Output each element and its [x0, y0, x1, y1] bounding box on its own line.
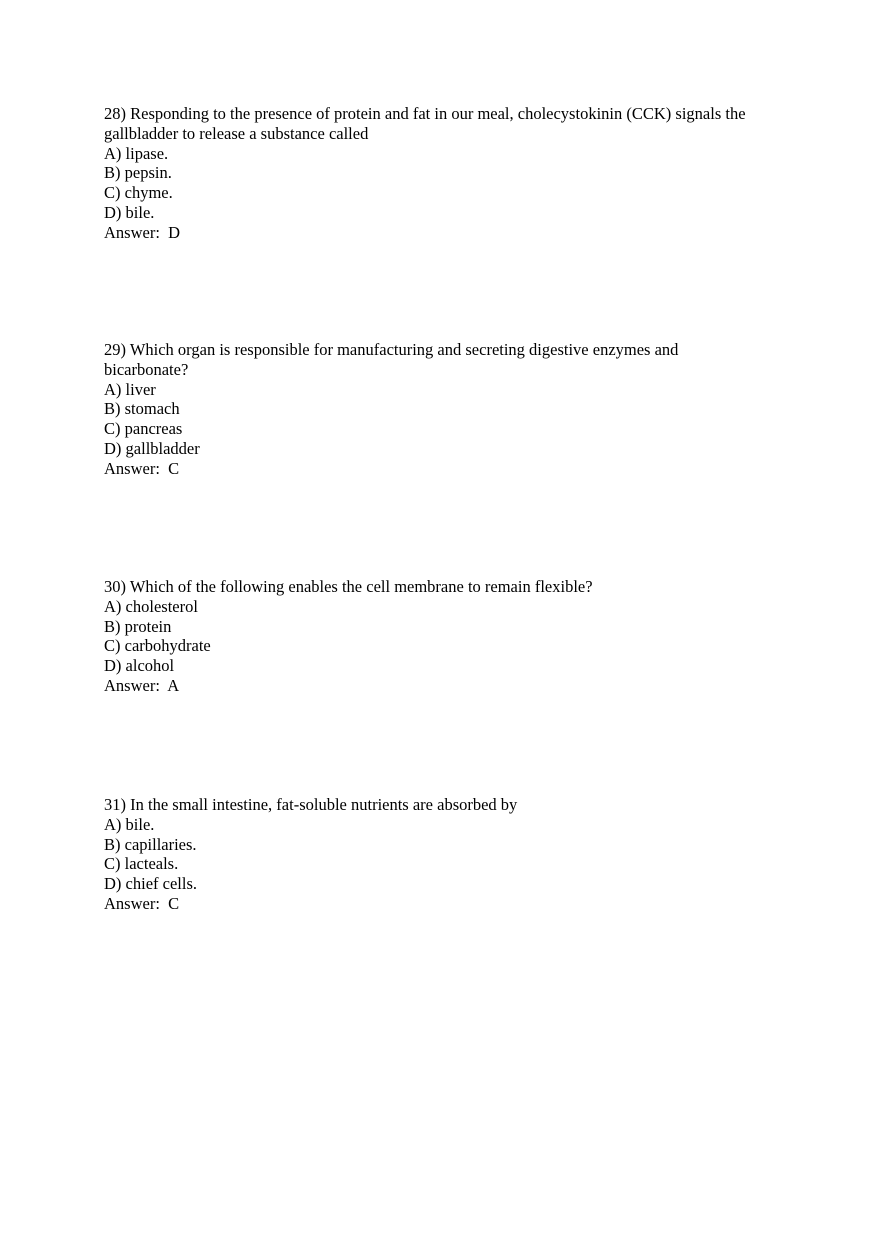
option-a: A) liver [104, 379, 156, 399]
question-31 [104, 795, 794, 914]
option-a: A) lipase. [104, 143, 169, 163]
option-a: A) bile. [104, 814, 155, 834]
question-stem: 31) In the small intestine, fat-soluble nutrients are absorbed by [104, 795, 518, 814]
option-d: D) chief cells. [104, 874, 197, 894]
option-d: D) bile. [104, 202, 155, 222]
option-c: C) lacteals. [104, 854, 179, 874]
answer-line: Answer: D [104, 222, 181, 242]
answer-line: Answer: C [104, 893, 180, 913]
option-d: D) gallbladder [104, 438, 200, 458]
option-b: B) pepsin. [104, 163, 172, 183]
option-c: C) carbohydrate [104, 636, 211, 656]
option-b: B) capillaries. [104, 834, 197, 854]
option-a: A) cholesterol [104, 596, 198, 616]
option-b: B) stomach [104, 399, 180, 419]
option-d: D) alcohol [104, 656, 175, 676]
answer-line: Answer: C [104, 458, 180, 478]
answer-line: Answer: A [104, 675, 180, 695]
option-c: C) chyme. [104, 183, 173, 203]
question-stem: 29) Which organ is responsible for manufacturing and secreting digestive enzymes and bicarbonate? [104, 340, 679, 379]
question-28 [104, 104, 794, 243]
question-30 [104, 577, 794, 696]
option-b: B) protein [104, 616, 172, 636]
question-stem: 28) Responding to the presence of protein and fat in our meal, cholecystokinin (CCK) signals the gallbladder to release a substance called [104, 104, 746, 143]
option-c: C) pancreas [104, 419, 183, 439]
question-29 [104, 340, 794, 479]
question-stem: 30) Which of the following enables the cell membrane to remain flexible? [104, 577, 593, 596]
